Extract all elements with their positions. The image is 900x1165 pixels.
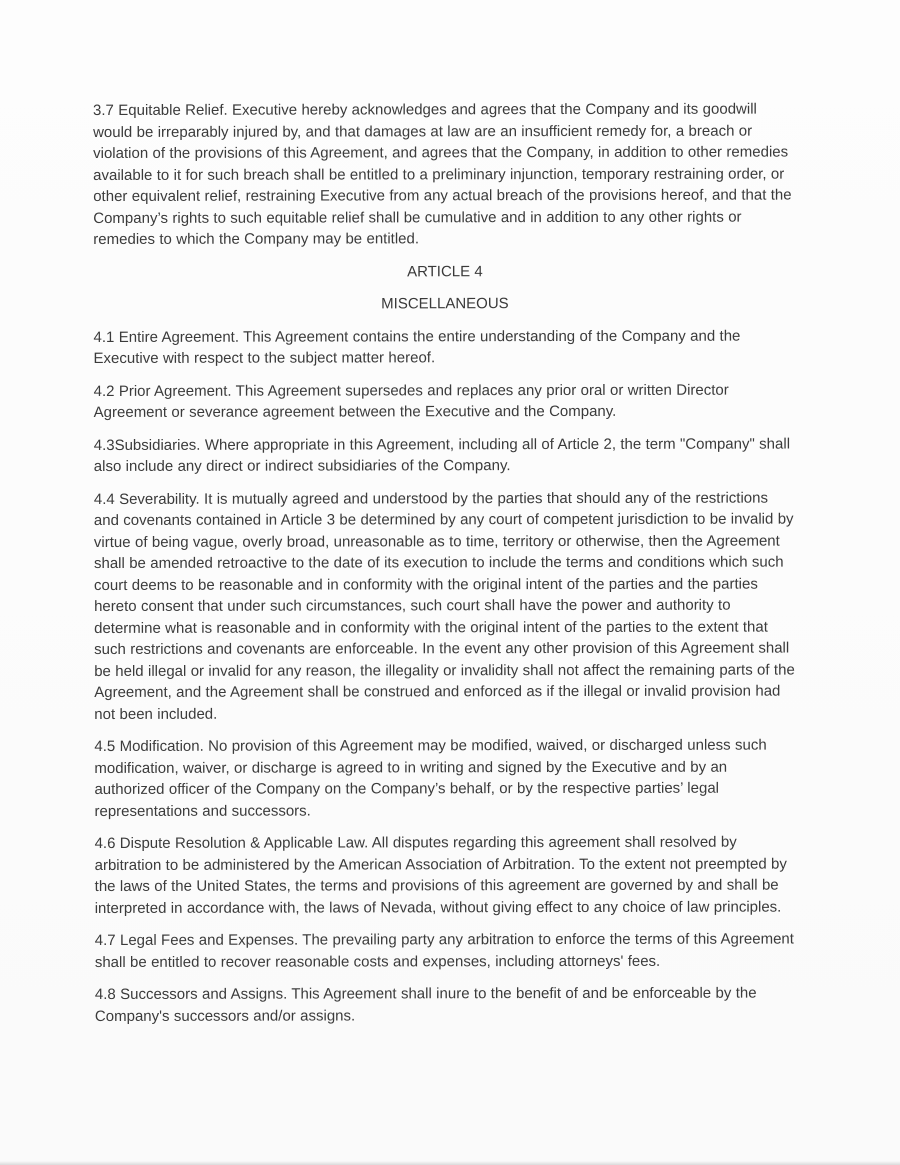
- article-4-subheading: MISCELLANEOUS: [381, 295, 509, 313]
- article-4-heading: ARTICLE 4: [407, 262, 483, 280]
- section-4-2-prior-agreement: 4.2 Prior Agreement. This Agreement supersedes and replaces any prior oral or written Director Agreement or severance agreement between the Executive and the Company.: [93, 381, 729, 421]
- section-4-6-dispute-resolution: 4.6 Dispute Resolution & Applicable Law. All disputes regarding this agreement shall resolved by arbitration to be administered by the American Association of Arbitration. To the extent not preempted by the laws of the United States, the terms and provisions of this agreement are governed by and shall be interpreted in accordance with, the laws of Nevada, without giving effect to any choice of law principles.: [94, 833, 787, 917]
- section-4-7-legal-fees: 4.7 Legal Fees and Expenses. The prevailing party any arbitration to enforce the terms of this Agreement shall be entitled to recover reasonable costs and expenses, including attorneys' fees.: [94, 930, 794, 971]
- scan-edge-bottom: [0, 1161, 900, 1165]
- section-4-8-successors-assigns: 4.8 Successors and Assigns. This Agreement shall inure to the benefit of and be enforceable by the Company's successors and/or assigns.: [94, 984, 757, 1025]
- document-content: [93, 99, 798, 1038]
- section-3-7-equitable-relief: 3.7 Equitable Relief. Executive hereby acknowledges and agrees that the Company and its goodwill would be irreparably injured by, and that damages at law are an insufficient remedy for, a breach or violation of the provisions of this Agreement, and agrees that the Company, in addition to other remedies available to it for such breach shall be entitled to a preliminary injunction, temporary restraining order, or other equivalent relief, restraining Executive from any actual breach of the provisions hereof, and that the Company’s rights to such equitable relief shall be cumulative and in addition to any other rights or remedies to which the Company may be entitled.: [93, 100, 792, 248]
- section-4-1-entire-agreement: 4.1 Entire Agreement. This Agreement contains the entire understanding of the Company and the Executive with respect to the subject matter hereof.: [93, 327, 741, 367]
- section-4-4-severability: 4.4 Severability. It is mutually agreed and understood by the parties that should any of the restrictions and covenants contained in Article 3 be determined by any court of competent jurisdiction to be invalid by virtue of being vague, overly broad, unreasonable as to time, territory or otherwise, then the Agreement shall be amended retroactive to the date of its execution to include the terms and conditions which such court deems to be reasonable and in conformity with the original intent of the parties and the parties hereto consent that under such circumstances, such court shall have the power and authority to determine what is reasonable and in conformity with the original intent of the parties to the extent that such restrictions and covenants are enforceable. In the event any other provision of this Agreement shall be held illegal or invalid for any reason, the illegality or invalidity shall not affect the remaining parts of the Agreement, and the Agreement shall be construed and enforced as if the illegal or invalid provision had not been included.: [93, 489, 795, 723]
- section-4-5-modification: 4.5 Modification. No provision of this Agreement may be modified, waived, or discharged unless such modification, waiver, or discharge is agreed to in writing and signed by the Executive and by an authorized officer of the Company on the Company’s behalf, or by the respective parties’ legal representations and successors.: [94, 736, 767, 820]
- section-4-3-subsidiaries: 4.3Subsidiaries. Where appropriate in this Agreement, including all of Article 2, the term "Company" shall also include any direct or indirect subsidiaries of the Company.: [93, 435, 791, 475]
